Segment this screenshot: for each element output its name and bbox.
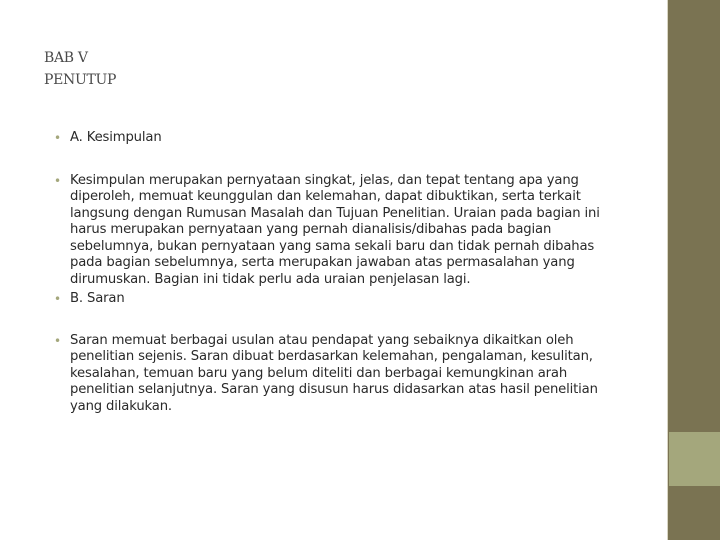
title-line-1: BAB V — [44, 50, 88, 66]
list-item-heading-saran — [50, 291, 610, 308]
list-item-kesimpulan-body — [50, 173, 610, 289]
bullet-icon: • — [54, 292, 61, 306]
slide-title — [44, 47, 116, 91]
content-list — [50, 130, 610, 415]
bullet-icon: • — [54, 131, 61, 145]
decorative-side-band — [667, 0, 720, 540]
list-item-text: B. Saran — [70, 291, 125, 306]
band-divider — [667, 0, 668, 540]
list-item-text: Kesimpulan merupakan pernyataan singkat, jelas, dan tepat tentang apa yang diperoleh, memuat keunggulan dan kelemahan, dapat dibuktikan, serta terkait langsung dengan Rumusan Masalah dan Tujuan Penelitian. Uraian pada bagian ini harus merupakan pernyataan yang pernah dianalisis/dibahas pada bagian sebelumnya, bukan pernyataan yang sama sekali baru dan tidak pernah dibahas pada bagian sebelumnya, serta merupakan jawaban atas permasalahan yang dirumuskan. Bagian ini tidak perlu ada uraian penjelasan lagi. — [70, 172, 600, 287]
bullet-icon: • — [54, 333, 61, 348]
title-line-2: PENUTUP — [44, 72, 117, 88]
list-item-text: A. Kesimpulan — [70, 130, 162, 145]
band-accent-block — [669, 432, 720, 486]
list-item-text: Saran memuat berbagai usulan atau pendapat yang sebaiknya dikaitkan oleh penelitian sejenis. Saran dibuat berdasarkan kelemahan, pengalaman, kesulitan, kesalahan, temuan baru yang belum diteliti dan berbagai kemungkinan arah penelitian selanjutnya. Saran yang disusun harus didasarkan atas hasil penelitian yang dilakukan. — [70, 332, 598, 414]
bullet-icon: • — [54, 173, 61, 188]
list-item-saran-body — [50, 333, 610, 416]
list-item-heading-kesimpulan — [50, 130, 610, 147]
